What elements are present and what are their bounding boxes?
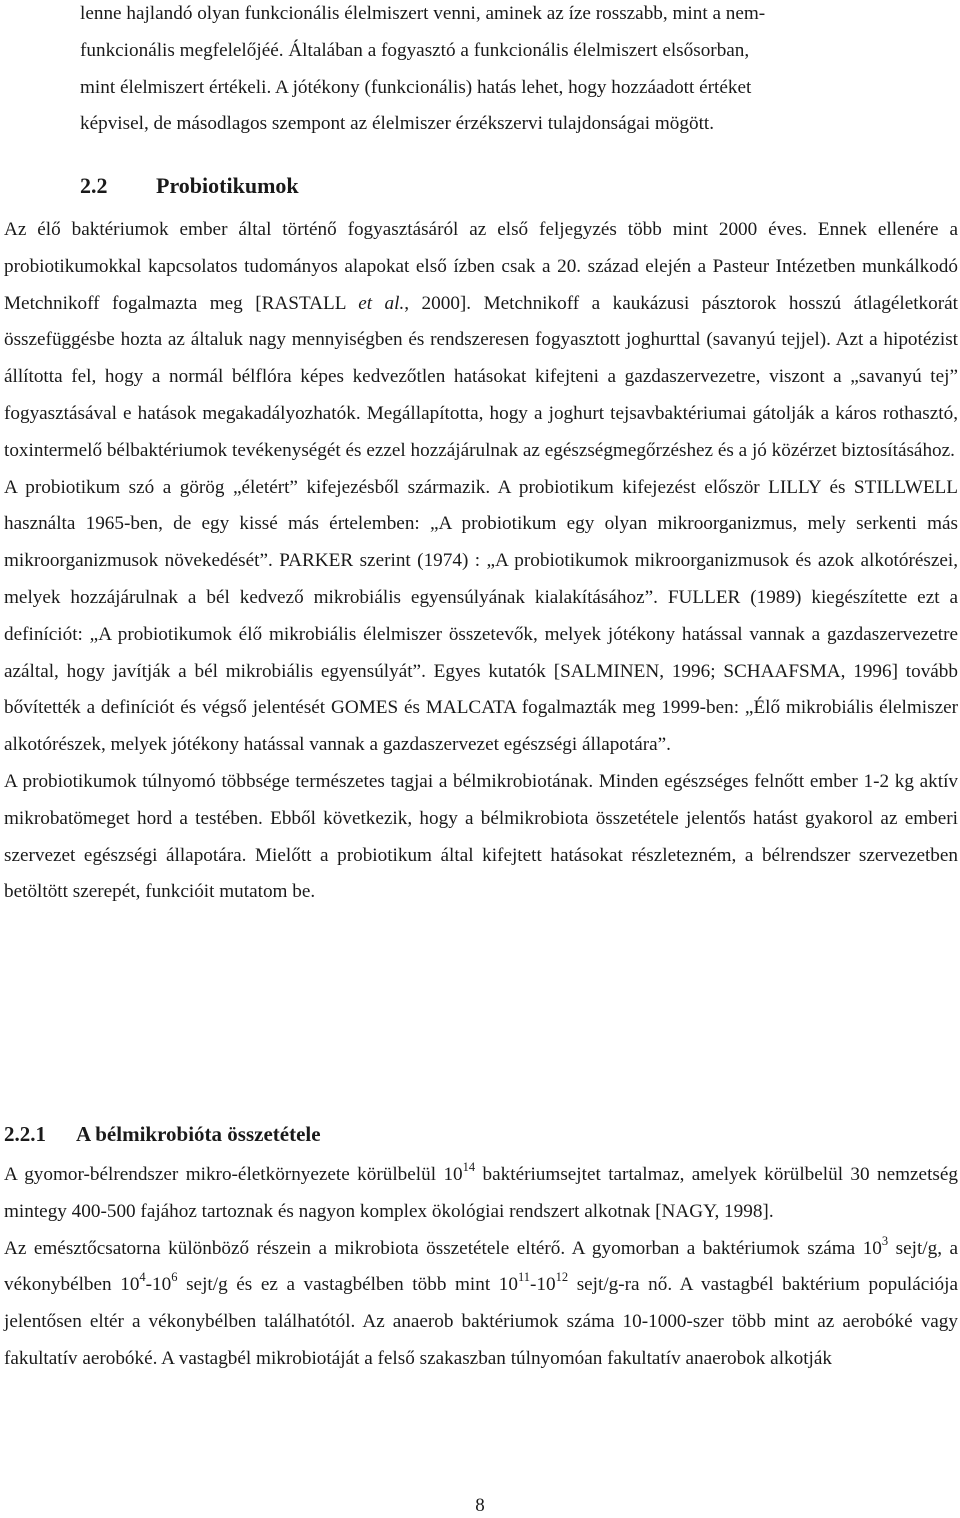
section-heading-2-2-1 <box>4 1119 321 1149</box>
et-al: et al. <box>358 292 405 314</box>
intro-paragraph <box>4 0 958 143</box>
section-number: 2.2 <box>80 173 108 198</box>
intro-line-1: lenne hajlandó olyan funkcionális élelmiszert venni, aminek az íze rosszabb, mint a nem- <box>80 3 766 24</box>
section-title: Probiotikumok <box>156 173 299 198</box>
intro-line-3: mint élelmiszert értékeli. A jótékony (funkcionális) hatás lehet, hogy hozzáadott értéket <box>80 76 752 98</box>
paragraph-composition: Az emésztőcsatorna különböző részein a mikrobiota összetétele eltérő. A gyomorban a baktériumok száma $10^3$ sejt/g, a vékonybélben $10^4-10^6$ sejt/g és ez a vastagbélben több mint $10^{11}-10^{12}$ sejt/g-ra nő. A vastagbél baktérium populációja jelentősen eltér a vékonybélben találhatótól. Az anaerob baktériumok száma 10-1000-szer több mint az aerobóké vagy fakultatív aerobóké. A vastagbél mikrobiotáját a felső szakaszban túlnyomóan fakultatív anaerobok alkotják <box>4 1233 959 1369</box>
section-heading-2-2 <box>80 171 299 201</box>
paragraph-metchnikoff: Az élő baktériumok ember által történő fogyasztásáról az első feljegyzés több mint 2000 éves. Ennek ellenére a probiotikumokkal kapcsolatos tudományos alapokat első ízben csak a 20. század elején a Pasteur Intézetben munkálkodó Metchnikoff fogalmazta meg [RASTALL et al., 2000]. Metchnikoff a kaukázusi pásztorok hosszú átlagéletkorát összefüggésbe hozta az általuk nagy mennyiségben és rendszeresen fogyasztott joghurttal (savanyú tejjel). Azt a hipotézist állította fel, hogy a normál bélflóra képes kedvezőtlen hatásokat kifejteni a gazdaszervezetre, viszont a „savanyú tej” fogyasztásával e hatások megakadályozhatók. Megállapította, hogy a joghurt tejsavbaktériumai gátolják a káros rothasztó, toxintermelő bélbaktériumok tevékenységét és ezzel hozzájárulnak az egészségmegőrzéshez és a jó közérzet biztosításához. <box>4 219 958 461</box>
intro-line-2: funkcionális megfelelőjéé. Általában a fogyasztó a funkcionális élelmiszert elsősorban, <box>80 39 750 61</box>
paragraph-bowel: A probiotikumok túlnyomó többsége természetes tagjai a bélmikrobiotának. Minden egészséges felnőtt ember 1-2 kg aktív mikrobatömeget hord a testében. Ebből következik, hogy a bélmikrobiota összetétele jelentős hatást gyakorol az emberi szervezet egészségi állapotára. Mielőtt a probiotikum által kifejtett hatásokat részletezném, a bélrendszer szervezetben betöltött szerepét, funkcióit mutatom be. <box>4 770 958 903</box>
paragraph-microenvironment: A gyomor-bélrendszer mikro-életkörnyezete körülbelül $10^{14}$ baktériumsejtet tartalmaz, amelyek körülbelül 30 nemzetség mintegy 400-500 fajához tartoznak és nagyon komplex ökológiai rendszert alkotnak [NAGY, 1998]. <box>4 1160 958 1222</box>
subsection-number: 2.2.1 <box>4 1122 46 1146</box>
section-2-2-body <box>4 212 958 911</box>
page-number: 8 <box>475 1495 485 1516</box>
subsection-title: A bélmikrobióta összetétele <box>76 1122 321 1146</box>
intro-line-4: képvisel, de másodlagos szempont az élelmiszer érzékszervi tulajdonságai mögött. <box>80 113 715 135</box>
paragraph-definition: A probiotikum szó a görög „életért” kifejezésből származik. A probiotikum kifejezést először LILLY és STILLWELL használta 1965-ben, de egy kissé más értelemben: „A probiotikum egy olyan mikroorganizmus, mely serkenti más mikroorganizmusok növekedését”. PARKER szerint (1974) : „A probiotikumok mikroorganizmusok és azok alkotórészei, melyek hozzájárulnak a bél kedvező mikrobiális egyensúlyának kialakításához”. FULLER (1989) kiegészítette ezt a definíciót: „A probiotikumok élő mikrobiális élelmiszer összetevők, melyek jótékony hatással vannak a gazdaszervezetre azáltal, hogy javítják a bél mikrobiális egyensúlyát”. Egyes kutatók [SALMINEN, 1996; SCHAAFSMA, 1996] tovább bővítették a definíciót és végső jelentését GOMES és MALCATA fogalmazták meg 1999-ben: „Élő mikrobiális élelmiszer alkotórészek, melyek jótékony hatással vannak a gazdaszervezet egészségi állapotára”. <box>4 476 958 756</box>
section-2-2-1-body <box>4 1157 958 1378</box>
